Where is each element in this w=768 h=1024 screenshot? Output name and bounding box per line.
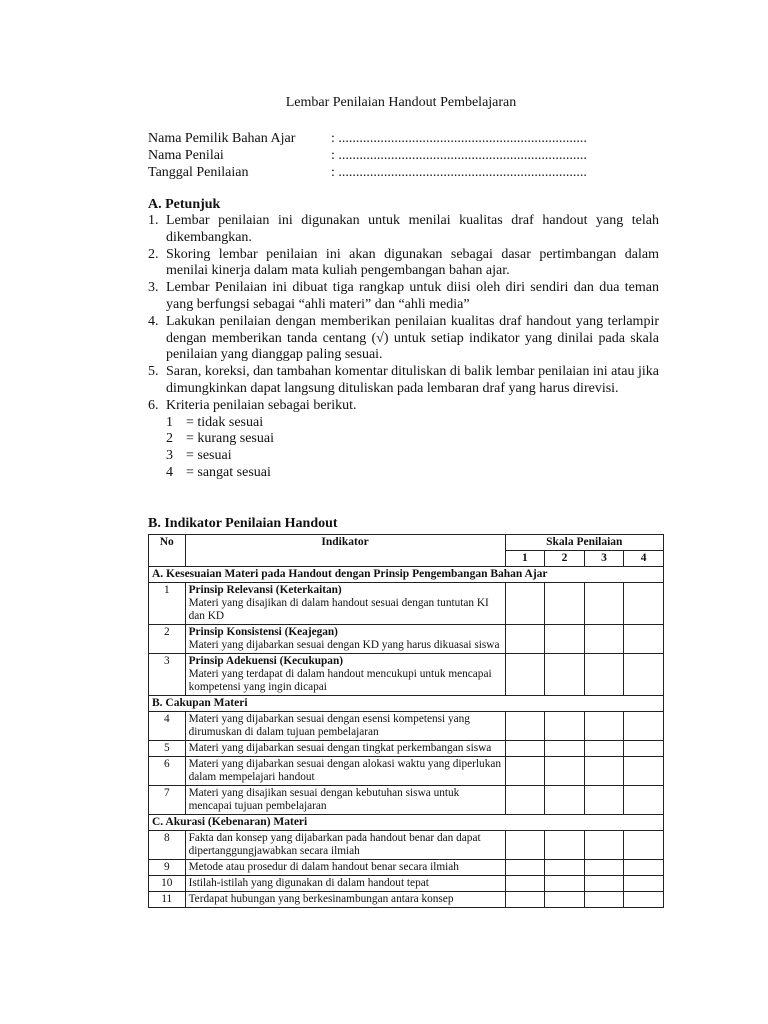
- criteria-list: [166, 415, 659, 482]
- document-title: Lembar Penilaian Handout Pembelajaran: [285, 95, 517, 110]
- instruction-item: [148, 213, 659, 247]
- score-cell-2[interactable]: [545, 892, 585, 908]
- scale-header-4: 4: [624, 551, 664, 567]
- score-cell-1[interactable]: [505, 625, 545, 654]
- meta-label: Nama Pemilik Bahan Ajar: [148, 131, 296, 146]
- instruction-item: [148, 247, 659, 281]
- criteria-score: 2: [166, 431, 173, 447]
- indicator-text: Materi yang terdapat di dalam handout mencukupi untuk mencapai kompetensi yang ingin dicapai: [188, 668, 492, 693]
- group-row: [149, 696, 664, 712]
- score-cell-3[interactable]: [584, 741, 624, 757]
- score-cell-2[interactable]: [545, 860, 585, 876]
- score-cell-4[interactable]: [624, 741, 664, 757]
- row-number: 2: [149, 625, 186, 654]
- score-cell-1[interactable]: [505, 741, 545, 757]
- row-number: 3: [149, 654, 186, 696]
- indicator-text: Metode atau prosedur di dalam handout benar secara ilmiah: [188, 861, 459, 873]
- meta-row: [148, 164, 587, 181]
- indicator-text: Materi yang dijabarkan sesuai dengan alokasi waktu yang diperlukan dalam mempelajari handout: [188, 758, 502, 783]
- indicator-text: Materi yang dijabarkan sesuai dengan esensi kompetensi yang dirumuskan di dalam tujuan pembelajaran: [188, 713, 470, 738]
- score-cell-3[interactable]: [584, 786, 624, 815]
- indicator-text: Materi yang dijabarkan sesuai dengan tingkat perkembangan siswa: [188, 742, 492, 754]
- score-cell-1[interactable]: [505, 583, 545, 625]
- score-cell-1[interactable]: [505, 654, 545, 696]
- score-cell-1[interactable]: [505, 860, 545, 876]
- instruction-item: [148, 314, 659, 364]
- indicator-principle: Prinsip Adekuensi (Kecukupan): [188, 655, 343, 667]
- indicator-cell: [185, 860, 505, 876]
- indicator-text: Materi yang disajikan sesuai dengan kebutuhan siswa untuk mencapai tujuan pembelajaran: [188, 787, 460, 812]
- score-cell-2[interactable]: [545, 712, 585, 741]
- instruction-text: Saran, koreksi, dan tambahan komentar dituliskan di balik lembar penilaian ini atau jika dimungkinkan dapat langsung dituliskan pada lembaran draf yang harus direvisi.: [166, 364, 659, 396]
- header-indikator: Indikator: [185, 535, 505, 567]
- score-cell-2[interactable]: [545, 741, 585, 757]
- score-cell-2[interactable]: [545, 625, 585, 654]
- criteria-text: = sangat sesuai: [186, 464, 271, 480]
- instruction-item: [148, 398, 659, 482]
- score-cell-4[interactable]: [624, 892, 664, 908]
- instruction-number: 6.: [148, 397, 159, 413]
- instruction-body: [166, 247, 659, 281]
- score-cell-1[interactable]: [505, 831, 545, 860]
- indicator-text: Fakta dan konsep yang dijabarkan pada handout benar dan dapat dipertanggungjawabkan secara ilmiah: [188, 832, 481, 857]
- indicator-cell: [185, 741, 505, 757]
- row-number: 1: [149, 583, 186, 625]
- instruction-text: Lembar penilaian ini digunakan untuk menilai kualitas draf handout yang telah dikembangkan.: [166, 213, 659, 245]
- score-cell-3[interactable]: [584, 876, 624, 892]
- table-row: [149, 712, 664, 741]
- score-cell-2[interactable]: [545, 583, 585, 625]
- instruction-body: [166, 280, 659, 314]
- instruction-number: 5.: [148, 364, 159, 380]
- indicator-cell: [185, 625, 505, 654]
- meta-row: [148, 147, 587, 164]
- score-cell-2[interactable]: [545, 654, 585, 696]
- score-cell-3[interactable]: [584, 757, 624, 786]
- score-cell-4[interactable]: [624, 876, 664, 892]
- group-title: A. Kesesuaian Materi pada Handout dengan Prinsip Pengembangan Bahan Ajar: [149, 567, 664, 583]
- score-cell-2[interactable]: [545, 876, 585, 892]
- instruction-item: [148, 364, 659, 398]
- indicator-cell: [185, 757, 505, 786]
- instruction-text: Lakukan penilaian dengan memberikan penilaian kualitas draf handout yang terlampir dengan memberikan tanda centang (√) untuk setiap indikator yang dinilai pada skala penilaian yang dianggap paling sesuai.: [166, 313, 659, 363]
- indicator-cell: [185, 876, 505, 892]
- row-number: 10: [149, 876, 186, 892]
- criteria-score: 3: [166, 448, 173, 464]
- table-row: [149, 583, 664, 625]
- criteria-item: [166, 448, 659, 465]
- header-scale: Skala Penilaian: [505, 535, 663, 551]
- table-row: [149, 654, 664, 696]
- score-cell-1[interactable]: [505, 892, 545, 908]
- indicator-text: Istilah-istilah yang digunakan di dalam handout tepat: [188, 877, 429, 889]
- table-row: [149, 860, 664, 876]
- indicator-text: Materi yang dijabarkan sesuai dengan KD yang harus dikuasai siswa: [188, 639, 500, 651]
- instruction-text: Skoring lembar penilaian ini akan digunakan sebagai dasar pertimbangan dalam menilai kinerja dalam mata kuliah pengembangan bahan ajar.: [166, 246, 659, 279]
- criteria-score: 4: [166, 464, 173, 480]
- criteria-text: = kurang sesuai: [186, 431, 274, 447]
- table-row: [149, 786, 664, 815]
- score-cell-4[interactable]: [624, 831, 664, 860]
- indicator-cell: [185, 712, 505, 741]
- group-title: C. Akurasi (Kebenaran) Materi: [149, 815, 664, 831]
- criteria-score: 1: [166, 414, 173, 430]
- indicator-text: Materi yang disajikan di dalam handout sesuai dengan tuntutan KI dan KD: [188, 597, 489, 622]
- table-row: [149, 625, 664, 654]
- score-cell-3[interactable]: [584, 831, 624, 860]
- indicator-cell: [185, 892, 505, 908]
- table-row: [149, 741, 664, 757]
- criteria-text: = sesuai: [186, 448, 232, 464]
- score-cell-1[interactable]: [505, 757, 545, 786]
- score-cell-3[interactable]: [584, 860, 624, 876]
- instruction-number: 3.: [148, 280, 159, 296]
- section-b-heading: B. Indikator Penilaian Handout: [148, 516, 338, 531]
- instruction-text: Lembar Penilaian ini dibuat tiga rangkap untuk diisi oleh diri sendiri dan dua teman yang berfungsi sebagai “ahli materi” dan “ahli media”: [166, 280, 659, 312]
- instruction-body: [166, 213, 659, 247]
- row-number: 7: [149, 786, 186, 815]
- indicator-cell: [185, 583, 505, 625]
- score-cell-4[interactable]: [624, 583, 664, 625]
- score-cell-3[interactable]: [584, 625, 624, 654]
- score-cell-3[interactable]: [584, 712, 624, 741]
- table-row: [149, 757, 664, 786]
- indicator-text: Terdapat hubungan yang berkesinambungan antara konsep: [188, 893, 454, 905]
- instruction-number: 1.: [148, 213, 159, 228]
- score-cell-3[interactable]: [584, 583, 624, 625]
- score-cell-3[interactable]: [584, 654, 624, 696]
- group-row: [149, 567, 664, 583]
- group-row: [149, 815, 664, 831]
- instruction-list: [148, 213, 659, 482]
- row-number: 6: [149, 757, 186, 786]
- instruction-body: [166, 314, 659, 364]
- indicator-cell: [185, 654, 505, 696]
- score-cell-1[interactable]: [505, 786, 545, 815]
- instruction-number: 4.: [148, 313, 159, 329]
- instruction-text: Kriteria penilaian sebagai berikut.: [166, 397, 357, 413]
- score-cell-4[interactable]: [624, 786, 664, 815]
- criteria-text: = tidak sesuai: [186, 414, 264, 430]
- score-cell-1[interactable]: [505, 876, 545, 892]
- score-cell-4[interactable]: [624, 654, 664, 696]
- scale-header-3: 3: [584, 551, 624, 567]
- meta-value-field[interactable]: : .......................................................................: [331, 165, 587, 180]
- indicator-cell: [185, 786, 505, 815]
- identity-fields: [148, 130, 587, 181]
- instruction-body: [166, 398, 659, 482]
- table-row: [149, 831, 664, 860]
- meta-label: Nama Penilai: [148, 148, 224, 163]
- row-number: 9: [149, 860, 186, 876]
- row-number: 4: [149, 712, 186, 741]
- score-cell-2[interactable]: [545, 786, 585, 815]
- score-cell-2[interactable]: [545, 757, 585, 786]
- scale-header-2: 2: [545, 551, 585, 567]
- row-number: 5: [149, 741, 186, 757]
- indicator-principle: Prinsip Konsistensi (Keajegan): [188, 626, 338, 638]
- score-cell-4[interactable]: [624, 757, 664, 786]
- indicator-table: [148, 534, 664, 908]
- group-title: B. Cakupan Materi: [149, 696, 664, 712]
- score-cell-4[interactable]: [624, 712, 664, 741]
- criteria-item: [166, 465, 659, 482]
- instruction-number: 2.: [148, 246, 159, 262]
- meta-value-field[interactable]: : .......................................................................: [331, 131, 587, 146]
- meta-value-field[interactable]: : .......................................................................: [331, 148, 587, 163]
- meta-label: Tanggal Penilaian: [148, 165, 249, 180]
- table-row: [149, 876, 664, 892]
- score-cell-4[interactable]: [624, 625, 664, 654]
- indicator-cell: [185, 831, 505, 860]
- instruction-body: [166, 364, 659, 398]
- instruction-item: [148, 280, 659, 314]
- criteria-item: [166, 415, 659, 432]
- score-cell-1[interactable]: [505, 712, 545, 741]
- table-row: [149, 892, 664, 908]
- section-a-heading: A. Petunjuk: [148, 197, 221, 212]
- score-cell-2[interactable]: [545, 831, 585, 860]
- row-number: 8: [149, 831, 186, 860]
- row-number: 11: [149, 892, 186, 908]
- header-no: No: [149, 535, 186, 567]
- meta-row: [148, 130, 587, 147]
- scale-header-1: 1: [505, 551, 545, 567]
- score-cell-3[interactable]: [584, 892, 624, 908]
- indicator-principle: Prinsip Relevansi (Keterkaitan): [188, 584, 342, 596]
- criteria-item: [166, 431, 659, 448]
- score-cell-4[interactable]: [624, 860, 664, 876]
